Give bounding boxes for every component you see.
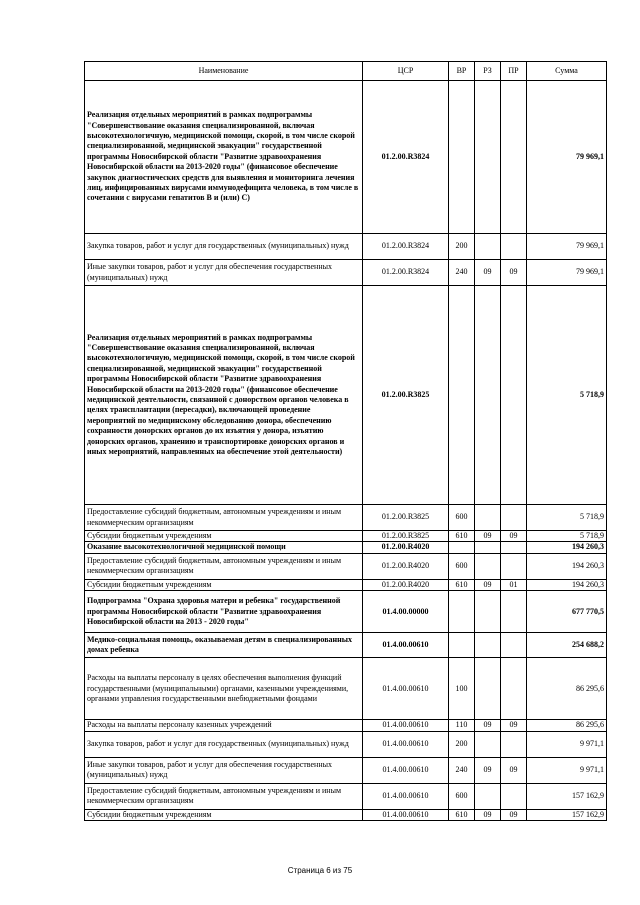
cell-rz <box>475 234 501 260</box>
cell-rz <box>475 658 501 720</box>
cell-name: Закупка товаров, работ и услуг для государственных (муниципальных) нужд <box>85 731 363 757</box>
table-row <box>85 81 607 234</box>
cell-pr <box>501 658 527 720</box>
cell-name: Субсидии бюджетным учреждениям <box>85 579 363 590</box>
cell-pr: 09 <box>501 260 527 286</box>
table-row <box>85 783 607 809</box>
cell-rz: 09 <box>475 720 501 731</box>
cell-sum: 5 718,9 <box>527 531 607 542</box>
cell-rz <box>475 286 501 505</box>
cell-vr: 600 <box>449 783 475 809</box>
cell-name: Субсидии бюджетным учреждениям <box>85 531 363 542</box>
cell-pr <box>501 286 527 505</box>
cell-vr <box>449 591 475 633</box>
cell-sum: 79 969,1 <box>527 81 607 234</box>
cell-name: Иные закупки товаров, работ и услуг для обеспечения государственных (муниципальных) нужд <box>85 260 363 286</box>
cell-vr: 200 <box>449 731 475 757</box>
cell-csr: 01.2.00.R3824 <box>363 260 449 286</box>
cell-vr: 600 <box>449 553 475 579</box>
cell-rz: 09 <box>475 531 501 542</box>
cell-pr <box>501 505 527 531</box>
cell-csr: 01.2.00.R3825 <box>363 286 449 505</box>
header-row <box>85 62 607 81</box>
table-row <box>85 234 607 260</box>
cell-name: Субсидии бюджетным учреждениям <box>85 809 363 820</box>
cell-rz: 09 <box>475 260 501 286</box>
cell-vr <box>449 81 475 234</box>
cell-sum: 194 260,3 <box>527 553 607 579</box>
cell-csr: 01.4.00.00610 <box>363 658 449 720</box>
cell-name: Реализация отдельных мероприятий в рамках подпрограммы "Совершенствование оказания специализированной, включая высокотехнологичную, медицинской помощи, скорой, в том числе скорой специализированной, медицинской эвакуации" государственной программы Новосибирской области "Развитие здравоохранения Новосибирской области на 2013-2020 годы" (финансовое обеспечение медицинской деятельности, связанной с донорством органов человека в целях трансплантации (пересадки), включающей проведение мероприятий по медицинскому обследованию донора, обеспечению сохранности донорских органов до их изъятия у донора, изъятию донорских органов, хранению и транспортировке донорских органов и иных мероприятий, направленных на обеспечение этой деятельности) <box>85 286 363 505</box>
cell-csr: 01.2.00.R4020 <box>363 579 449 590</box>
cell-pr <box>501 553 527 579</box>
table-row <box>85 731 607 757</box>
cell-name: Реализация отдельных мероприятий в рамках подпрограммы "Совершенствование оказания специализированной, включая высокотехнологичную, медицинской помощи, скорой, в том числе скорой специализированной, медицинской эвакуации" государственной программы Новосибирской области "Развитие здравоохранения Новосибирской области на 2013-2020 годы" (финансовое обеспечение закупок диагностических средств для выявления и мониторинга лечения лиц, инфицированных вирусами иммунодефицита человека, в том числе в сочетании с вирусами гепатитов В и (или) С) <box>85 81 363 234</box>
cell-sum: 254 688,2 <box>527 633 607 658</box>
cell-pr: 09 <box>501 757 527 783</box>
cell-sum: 9 971,1 <box>527 757 607 783</box>
cell-name: Иные закупки товаров, работ и услуг для обеспечения государственных (муниципальных) нужд <box>85 757 363 783</box>
header-vr: ВР <box>449 62 475 81</box>
table-row <box>85 542 607 553</box>
cell-rz: 09 <box>475 579 501 590</box>
cell-sum: 79 969,1 <box>527 260 607 286</box>
cell-pr: 09 <box>501 720 527 731</box>
cell-csr: 01.4.00.00610 <box>363 720 449 731</box>
table-row <box>85 658 607 720</box>
cell-rz: 09 <box>475 809 501 820</box>
cell-name: Оказание высокотехнологичной медицинской помощи <box>85 542 363 553</box>
table-body <box>85 81 607 821</box>
cell-vr: 610 <box>449 809 475 820</box>
cell-vr: 240 <box>449 757 475 783</box>
cell-sum: 194 260,3 <box>527 542 607 553</box>
cell-rz <box>475 542 501 553</box>
cell-sum: 677 770,5 <box>527 591 607 633</box>
cell-rz <box>475 505 501 531</box>
cell-name: Медико-социальная помощь, оказываемая детям в специализированных домах ребенка <box>85 633 363 658</box>
cell-pr <box>501 783 527 809</box>
cell-vr: 110 <box>449 720 475 731</box>
cell-sum: 5 718,9 <box>527 505 607 531</box>
cell-rz <box>475 553 501 579</box>
cell-sum: 157 162,9 <box>527 809 607 820</box>
cell-csr: 01.2.00.R3825 <box>363 505 449 531</box>
cell-pr: 01 <box>501 579 527 590</box>
cell-pr: 09 <box>501 531 527 542</box>
cell-csr: 01.4.00.00610 <box>363 809 449 820</box>
cell-csr: 01.2.00.R4020 <box>363 553 449 579</box>
table-row <box>85 553 607 579</box>
cell-rz <box>475 731 501 757</box>
table-row <box>85 591 607 633</box>
cell-pr <box>501 731 527 757</box>
cell-sum: 5 718,9 <box>527 286 607 505</box>
cell-sum: 86 295,6 <box>527 658 607 720</box>
table-row <box>85 260 607 286</box>
cell-sum: 157 162,9 <box>527 783 607 809</box>
table-row <box>85 579 607 590</box>
cell-name: Предоставление субсидий бюджетным, автономным учреждениям и иным некоммерческим организациям <box>85 553 363 579</box>
cell-vr: 610 <box>449 531 475 542</box>
cell-name: Расходы на выплаты персоналу казенных учреждений <box>85 720 363 731</box>
cell-name: Расходы на выплаты персоналу в целях обеспечения выполнения функций государственными (муниципальными) органами, казенными учреждениями, органами управления государственными внебюджетными фондами <box>85 658 363 720</box>
table-row <box>85 809 607 820</box>
header-name: Наименование <box>85 62 363 81</box>
budget-table <box>84 61 607 821</box>
cell-rz <box>475 591 501 633</box>
cell-vr: 610 <box>449 579 475 590</box>
cell-pr: 09 <box>501 809 527 820</box>
cell-name: Предоставление субсидий бюджетным, автономным учреждениям и иным некоммерческим организациям <box>85 783 363 809</box>
cell-vr: 240 <box>449 260 475 286</box>
cell-rz <box>475 633 501 658</box>
cell-vr <box>449 542 475 553</box>
cell-csr: 01.2.00.R3824 <box>363 81 449 234</box>
cell-sum: 86 295,6 <box>527 720 607 731</box>
cell-rz <box>475 81 501 234</box>
table-row <box>85 720 607 731</box>
cell-sum: 194 260,3 <box>527 579 607 590</box>
cell-csr: 01.4.00.00610 <box>363 757 449 783</box>
cell-sum: 79 969,1 <box>527 234 607 260</box>
cell-name: Подпрограмма "Охрана здоровья матери и ребенка" государственной программы Новосибирской области "Развитие здравоохранения Новосибирской области на 2013 - 2020 годы" <box>85 591 363 633</box>
cell-pr <box>501 633 527 658</box>
cell-vr <box>449 286 475 505</box>
table-row <box>85 633 607 658</box>
table-row <box>85 531 607 542</box>
cell-rz: 09 <box>475 757 501 783</box>
cell-name: Предоставление субсидий бюджетным, автономным учреждениям и иным некоммерческим организациям <box>85 505 363 531</box>
table-row <box>85 505 607 531</box>
cell-name: Закупка товаров, работ и услуг для государственных (муниципальных) нужд <box>85 234 363 260</box>
cell-csr: 01.2.00.R3824 <box>363 234 449 260</box>
cell-csr: 01.4.00.00610 <box>363 633 449 658</box>
header-pr: ПР <box>501 62 527 81</box>
cell-pr <box>501 591 527 633</box>
cell-vr <box>449 633 475 658</box>
header-rz: РЗ <box>475 62 501 81</box>
cell-rz <box>475 783 501 809</box>
header-csr: ЦСР <box>363 62 449 81</box>
cell-vr: 100 <box>449 658 475 720</box>
cell-vr: 600 <box>449 505 475 531</box>
cell-csr: 01.4.00.00610 <box>363 731 449 757</box>
cell-vr: 200 <box>449 234 475 260</box>
header-sum: Сумма <box>527 62 607 81</box>
cell-csr: 01.4.00.00000 <box>363 591 449 633</box>
table-row <box>85 286 607 505</box>
cell-sum: 9 971,1 <box>527 731 607 757</box>
cell-pr <box>501 234 527 260</box>
cell-csr: 01.2.00.R4020 <box>363 542 449 553</box>
cell-csr: 01.2.00.R3825 <box>363 531 449 542</box>
table-row <box>85 757 607 783</box>
cell-pr <box>501 542 527 553</box>
cell-pr <box>501 81 527 234</box>
cell-csr: 01.4.00.00610 <box>363 783 449 809</box>
page-footer: Страница 6 из 75 <box>287 866 353 875</box>
